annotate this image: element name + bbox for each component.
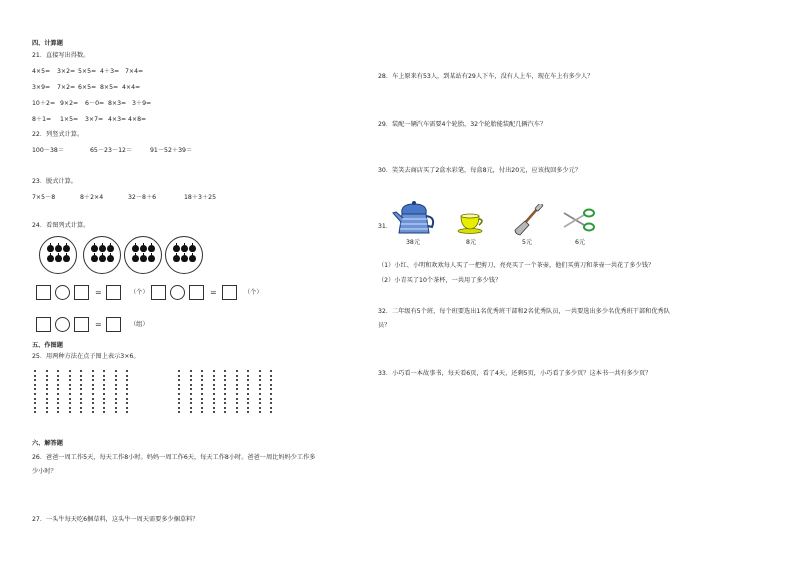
grid-dot[interactable] (92, 398, 94, 400)
vertical-calc-item: 65－23－12＝ (90, 147, 133, 154)
apple-plate (165, 236, 203, 274)
grid-dot[interactable] (236, 398, 238, 400)
answer-box[interactable] (151, 285, 166, 300)
grid-dot[interactable] (247, 393, 249, 395)
price-label: 38元 (406, 239, 421, 246)
grid-dot[interactable] (270, 388, 272, 390)
grid-dot[interactable] (259, 407, 261, 409)
grid-dot[interactable] (224, 398, 226, 400)
grid-dot[interactable] (57, 411, 59, 413)
answer-box[interactable] (74, 285, 89, 300)
grid-dot[interactable] (103, 370, 105, 372)
grid-dot[interactable] (103, 375, 105, 377)
grid-dot[interactable] (69, 375, 71, 377)
answer-box[interactable] (36, 317, 51, 332)
grid-dot[interactable] (80, 388, 82, 390)
grid-dot[interactable] (236, 402, 238, 404)
grid-dot[interactable] (178, 384, 180, 386)
grid-dot[interactable] (115, 407, 117, 409)
grid-dot[interactable] (34, 379, 36, 381)
operator-circle[interactable] (170, 285, 185, 300)
vertical-calc-item: 91－52＋39＝ (150, 147, 193, 154)
grid-dot[interactable] (115, 384, 117, 386)
grid-dot[interactable] (69, 388, 71, 390)
q24-text: 24．看图列式计算。 (32, 222, 90, 229)
grid-dot[interactable] (57, 388, 59, 390)
grid-dot[interactable] (34, 375, 36, 377)
grid-dot[interactable] (103, 398, 105, 400)
grid-dot[interactable] (247, 375, 249, 377)
grid-dot[interactable] (247, 384, 249, 386)
grid-dot[interactable] (190, 393, 192, 395)
grid-dot[interactable] (103, 393, 105, 395)
calc-item: 3×2= (57, 68, 76, 75)
grid-dot[interactable] (236, 411, 238, 413)
grid-dot[interactable] (224, 411, 226, 413)
calc-item: 1×5= (60, 116, 79, 123)
grid-dot[interactable] (115, 402, 117, 404)
step-calc-item: 7×5－8 (32, 194, 56, 201)
grid-dot[interactable] (69, 398, 71, 400)
answer-box[interactable] (222, 285, 237, 300)
q32-text-cont: 员？ (378, 322, 391, 329)
grid-dot[interactable] (57, 398, 59, 400)
grid-dot[interactable] (270, 384, 272, 386)
grid-dot[interactable] (190, 379, 192, 381)
grid-dot[interactable] (259, 375, 261, 377)
grid-dot[interactable] (46, 388, 48, 390)
q31-part2: （2）小青买了10个茶杯，一共用了多少钱？ (378, 277, 502, 284)
grid-dot[interactable] (46, 411, 48, 413)
grid-dot[interactable] (46, 379, 48, 381)
grid-dot[interactable] (126, 370, 128, 372)
q26-text-cont: 少小时？ (32, 468, 57, 475)
grid-dot[interactable] (57, 370, 59, 372)
grid-dot[interactable] (57, 379, 59, 381)
grid-dot[interactable] (259, 393, 261, 395)
grid-dot[interactable] (178, 411, 180, 413)
grid-dot[interactable] (213, 398, 215, 400)
q30-text: 30．笑笑去商店买了2盒水彩笔，每盒8元，付出20元，应该找回多少元？ (378, 167, 582, 174)
grid-dot[interactable] (115, 375, 117, 377)
calc-item: 8＋1= (32, 116, 52, 123)
grid-dot[interactable] (247, 379, 249, 381)
apple-plate (39, 236, 77, 274)
q21-text: 21．直接写出得数。 (32, 52, 90, 59)
step-calc-item: 8＋2×4 (80, 194, 104, 201)
grid-dot[interactable] (57, 407, 59, 409)
grid-dot[interactable] (69, 370, 71, 372)
grid-dot[interactable] (34, 388, 36, 390)
scissors-icon (562, 207, 596, 233)
grid-dot[interactable] (178, 388, 180, 390)
grid-dot[interactable] (213, 411, 215, 413)
grid-dot[interactable] (46, 402, 48, 404)
grid-dot[interactable] (259, 402, 261, 404)
apple-plate (83, 236, 121, 274)
grid-dot[interactable] (270, 402, 272, 404)
grid-dot[interactable] (103, 379, 105, 381)
grid-dot[interactable] (190, 407, 192, 409)
grid-dot[interactable] (57, 393, 59, 395)
calc-item: 3×7= (85, 116, 104, 123)
grid-dot[interactable] (201, 407, 203, 409)
grid-dot[interactable] (178, 370, 180, 372)
grid-dot[interactable] (190, 375, 192, 377)
grid-dot[interactable] (224, 384, 226, 386)
grid-dot[interactable] (103, 388, 105, 390)
teacup-icon (457, 212, 485, 234)
operator-circle[interactable] (55, 317, 70, 332)
grid-dot[interactable] (213, 407, 215, 409)
unit-label: （个） (130, 289, 149, 296)
q31-text: 31． (378, 223, 393, 230)
q29-text: 29．装配一辆汽车需要4个轮胎，32个轮胎能装配几辆汽车？ (378, 121, 547, 128)
q22-text: 22．列竖式计算。 (32, 131, 84, 138)
grid-dot[interactable] (247, 398, 249, 400)
grid-dot[interactable] (115, 393, 117, 395)
grid-dot[interactable] (201, 375, 203, 377)
grid-dot[interactable] (213, 384, 215, 386)
grid-dot[interactable] (103, 402, 105, 404)
answer-box[interactable] (106, 285, 121, 300)
grid-dot[interactable] (57, 375, 59, 377)
grid-dot[interactable] (270, 411, 272, 413)
grid-dot[interactable] (46, 393, 48, 395)
grid-dot[interactable] (247, 407, 249, 409)
equals-sign: = (95, 320, 102, 329)
grid-dot[interactable] (178, 407, 180, 409)
grid-dot[interactable] (103, 411, 105, 413)
grid-dot[interactable] (46, 407, 48, 409)
grid-dot[interactable] (80, 398, 82, 400)
grid-dot[interactable] (92, 388, 94, 390)
grid-dot[interactable] (247, 370, 249, 372)
grid-dot[interactable] (34, 407, 36, 409)
grid-dot[interactable] (80, 407, 82, 409)
calc-item: 3＋9= (132, 100, 152, 107)
grid-dot[interactable] (190, 384, 192, 386)
grid-dot[interactable] (270, 398, 272, 400)
grid-dot[interactable] (201, 402, 203, 404)
grid-dot[interactable] (224, 388, 226, 390)
grid-dot[interactable] (80, 393, 82, 395)
grid-dot[interactable] (126, 375, 128, 377)
grid-dot[interactable] (115, 388, 117, 390)
grid-dot[interactable] (190, 411, 192, 413)
shovel-icon (512, 204, 546, 236)
grid-dot[interactable] (103, 384, 105, 386)
grid-dot[interactable] (57, 402, 59, 404)
grid-dot[interactable] (213, 370, 215, 372)
unit-label: （个） (244, 289, 263, 296)
grid-dot[interactable] (213, 379, 215, 381)
calc-item: 8×3= (108, 100, 127, 107)
grid-dot[interactable] (213, 402, 215, 404)
calc-item: 4×4= (122, 84, 141, 91)
grid-dot[interactable] (80, 402, 82, 404)
q23-text: 23．脱式计算。 (32, 178, 77, 185)
equals-sign: = (95, 288, 102, 297)
grid-dot[interactable] (69, 379, 71, 381)
grid-dot[interactable] (190, 398, 192, 400)
grid-dot[interactable] (46, 398, 48, 400)
grid-dot[interactable] (92, 411, 94, 413)
grid-dot[interactable] (259, 384, 261, 386)
grid-dot[interactable] (224, 407, 226, 409)
grid-dot[interactable] (178, 379, 180, 381)
grid-dot[interactable] (46, 375, 48, 377)
grid-dot[interactable] (126, 384, 128, 386)
grid-dot[interactable] (69, 411, 71, 413)
grid-dot[interactable] (270, 370, 272, 372)
grid-dot[interactable] (92, 379, 94, 381)
section-6-title: 六、解答题 (32, 440, 63, 447)
q26-text: 26．爸爸一周工作5天，每天工作8小时。妈妈一周工作6天，每天工作8小时。爸爸一周比妈妈少工作多 (32, 454, 316, 461)
grid-dot[interactable] (126, 379, 128, 381)
grid-dot[interactable] (236, 388, 238, 390)
grid-dot[interactable] (34, 370, 36, 372)
grid-dot[interactable] (80, 379, 82, 381)
step-calc-item: 18＋3＋25 (184, 194, 217, 201)
grid-dot[interactable] (224, 370, 226, 372)
answer-box[interactable] (36, 285, 51, 300)
grid-dot[interactable] (80, 370, 82, 372)
unit-label: （组） (130, 321, 149, 328)
grid-dot[interactable] (126, 407, 128, 409)
grid-dot[interactable] (34, 402, 36, 404)
grid-dot[interactable] (126, 393, 128, 395)
answer-box[interactable] (74, 317, 89, 332)
answer-box[interactable] (106, 317, 121, 332)
grid-dot[interactable] (92, 384, 94, 386)
grid-dot[interactable] (224, 379, 226, 381)
grid-dot[interactable] (115, 398, 117, 400)
grid-dot[interactable] (236, 375, 238, 377)
q31-part1: （1）小红、小明和欢欢每人买了一把剪刀，亮亮买了一个茶壶，他们买剪刀和茶壶一共花了多少钱？ (378, 262, 655, 269)
grid-dot[interactable] (92, 402, 94, 404)
calc-item: 4＋3= (100, 68, 120, 75)
grid-dot[interactable] (259, 398, 261, 400)
grid-dot[interactable] (115, 411, 117, 413)
grid-dot[interactable] (201, 379, 203, 381)
grid-dot[interactable] (57, 384, 59, 386)
grid-dot[interactable] (92, 407, 94, 409)
grid-dot[interactable] (224, 393, 226, 395)
grid-dot[interactable] (46, 384, 48, 386)
grid-dot[interactable] (270, 375, 272, 377)
calc-item: 6－0= (85, 100, 105, 107)
teapot-icon (392, 200, 438, 236)
grid-dot[interactable] (92, 375, 94, 377)
q32-text: 32．二年级有5个班，每个班要选出1名优秀班干部和2名优秀队员，一共要选出多少名优秀班干部和优秀队 (378, 308, 670, 315)
grid-dot[interactable] (236, 393, 238, 395)
calc-item: 7×4= (125, 68, 144, 75)
grid-dot[interactable] (92, 370, 94, 372)
grid-dot[interactable] (201, 398, 203, 400)
calc-item: 4×8= (128, 116, 147, 123)
grid-dot[interactable] (69, 407, 71, 409)
operator-circle[interactable] (55, 285, 70, 300)
equals-sign: = (210, 288, 217, 297)
grid-dot[interactable] (247, 388, 249, 390)
grid-dot[interactable] (115, 370, 117, 372)
grid-dot[interactable] (201, 393, 203, 395)
calc-item: 4×5= (32, 68, 51, 75)
calc-item: 10＋2= (32, 100, 56, 107)
grid-dot[interactable] (126, 411, 128, 413)
grid-dot[interactable] (80, 375, 82, 377)
grid-dot[interactable] (190, 370, 192, 372)
grid-dot[interactable] (34, 398, 36, 400)
price-label: 6元 (575, 239, 586, 246)
grid-dot[interactable] (190, 402, 192, 404)
calc-item: 9×2= (60, 100, 79, 107)
answer-box[interactable] (189, 285, 204, 300)
grid-dot[interactable] (178, 393, 180, 395)
calc-item: 8×5= (100, 84, 119, 91)
calc-item: 6×5= (78, 84, 97, 91)
price-label: 8元 (466, 239, 477, 246)
grid-dot[interactable] (236, 379, 238, 381)
section-4-title: 四、计算题 (32, 40, 63, 47)
grid-dot[interactable] (213, 393, 215, 395)
grid-dot[interactable] (126, 398, 128, 400)
grid-dot[interactable] (213, 388, 215, 390)
grid-dot[interactable] (259, 379, 261, 381)
grid-dot[interactable] (236, 370, 238, 372)
calc-item: 4×3= (108, 116, 127, 123)
grid-dot[interactable] (69, 384, 71, 386)
grid-dot[interactable] (224, 402, 226, 404)
grid-dot[interactable] (201, 370, 203, 372)
grid-dot[interactable] (201, 411, 203, 413)
grid-dot[interactable] (224, 375, 226, 377)
grid-dot[interactable] (270, 393, 272, 395)
grid-dot[interactable] (80, 384, 82, 386)
grid-dot[interactable] (213, 375, 215, 377)
grid-dot[interactable] (126, 388, 128, 390)
grid-dot[interactable] (178, 398, 180, 400)
price-label: 5元 (522, 239, 533, 246)
calc-item: 3×9= (32, 84, 51, 91)
grid-dot[interactable] (103, 407, 105, 409)
vertical-calc-item: 100－38＝ (32, 147, 65, 154)
grid-dot[interactable] (34, 411, 36, 413)
calc-item: 7×2= (57, 84, 76, 91)
grid-dot[interactable] (270, 407, 272, 409)
grid-dot[interactable] (247, 411, 249, 413)
grid-dot[interactable] (270, 379, 272, 381)
grid-dot[interactable] (69, 393, 71, 395)
grid-dot[interactable] (115, 379, 117, 381)
grid-dot[interactable] (178, 375, 180, 377)
calc-item: 5×5= (78, 68, 97, 75)
grid-dot[interactable] (201, 384, 203, 386)
grid-dot[interactable] (69, 402, 71, 404)
q28-text: 28．车上原来有53人，到某站有29人下车，没有人上车，现在车上有多少人？ (378, 73, 594, 80)
grid-dot[interactable] (247, 402, 249, 404)
apple-plate (124, 236, 162, 274)
section-5-title: 五、作图题 (32, 342, 63, 349)
q27-text: 27．一头牛每天吃6捆草料，这头牛一周天需要多少捆草料？ (32, 516, 199, 523)
grid-dot[interactable] (34, 384, 36, 386)
grid-dot[interactable] (259, 370, 261, 372)
grid-dot[interactable] (92, 393, 94, 395)
grid-dot[interactable] (190, 388, 192, 390)
grid-dot[interactable] (259, 411, 261, 413)
grid-dot[interactable] (80, 411, 82, 413)
grid-dot[interactable] (236, 384, 238, 386)
grid-dot[interactable] (46, 370, 48, 372)
grid-dot[interactable] (259, 388, 261, 390)
q33-text: 33．小巧看一本故事书，每天看6页，看了4天，还剩5页，小巧看了多少页？这本书一共有多少页？ (378, 370, 652, 377)
grid-dot[interactable] (201, 388, 203, 390)
grid-dot[interactable] (178, 402, 180, 404)
grid-dot[interactable] (236, 407, 238, 409)
grid-dot[interactable] (34, 393, 36, 395)
grid-dot[interactable] (126, 402, 128, 404)
step-calc-item: 32－8＋6 (128, 194, 157, 201)
q25-text: 25．用两种方法在点子图上表示3×6。 (32, 353, 140, 360)
